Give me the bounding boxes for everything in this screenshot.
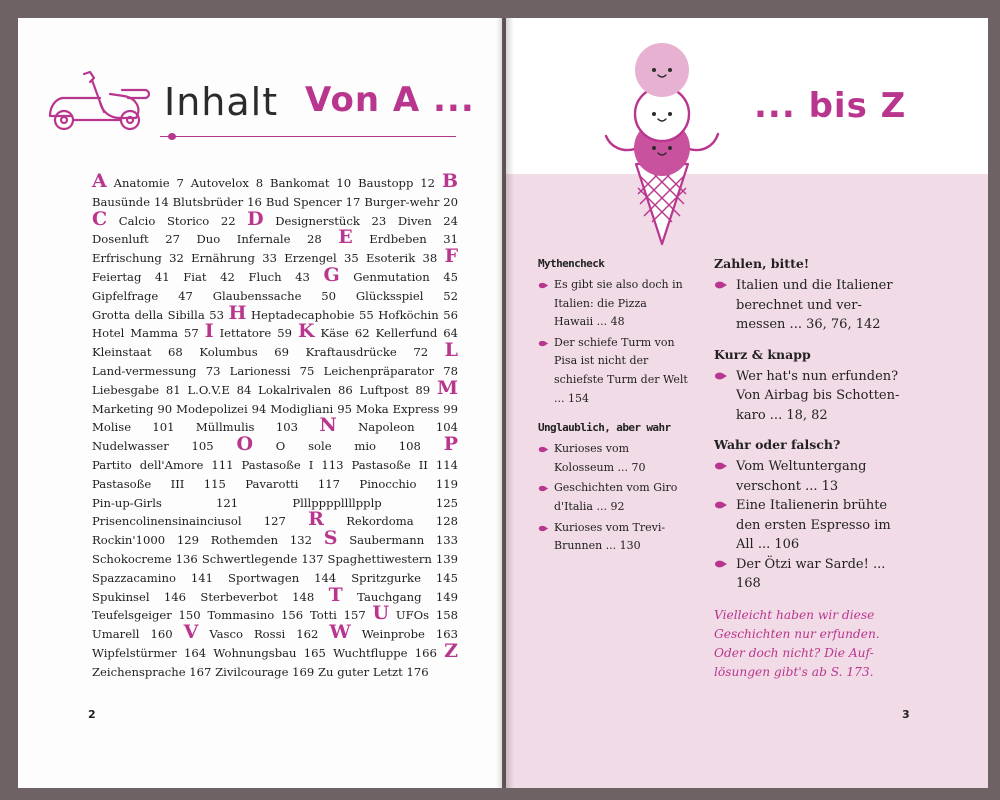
bullet-drop-icon <box>538 446 549 453</box>
list-item-text: Kurioses vom Kolosseum ... 70 <box>554 442 646 474</box>
list-item <box>538 519 688 556</box>
index-entry: Heptadecaphobie 55 <box>250 307 374 322</box>
index-entry: Genmutation 45 <box>353 269 459 284</box>
index-letter: O <box>236 433 253 456</box>
index-entry: Zeichensprache 167 <box>92 664 212 679</box>
index-entry: Weinprobe 163 <box>361 627 459 642</box>
index-entry: Sterbeverbot 148 <box>200 589 315 604</box>
bullet-drop-icon <box>538 485 549 492</box>
index-entry: Umarell 160 <box>92 627 173 642</box>
index-entry: Pinocchio 119 <box>359 476 458 491</box>
index-entry: Modepolizei 94 <box>176 401 267 416</box>
index-letter: C <box>92 207 108 230</box>
bullet-drop-icon <box>538 525 549 532</box>
index-entry: Rekordoma 128 <box>346 514 459 529</box>
index-entry: Zivilcourage 169 <box>215 664 315 679</box>
index-entry: Schokocreme 136 <box>92 551 198 566</box>
title-rule-dot <box>168 133 176 140</box>
index-entry: Pastasoße III 115 <box>92 476 226 491</box>
index-entry: Spritzgurke 145 <box>351 570 459 585</box>
index-entry: Grotta della Sibilla 53 <box>92 307 224 322</box>
book-gutter <box>496 18 514 788</box>
index-entry: Autovelox 8 <box>190 176 264 190</box>
index-letter: R <box>308 508 324 531</box>
index-letter: U <box>372 602 390 625</box>
index-entry: O sole mio 108 <box>275 439 421 454</box>
index-entry: Dosenluft 27 <box>92 232 180 247</box>
index-entry: Erfrischung 32 <box>92 251 184 266</box>
bullet-drop-icon <box>714 281 728 289</box>
index-entry: Designerstück 23 <box>275 213 387 228</box>
accent-title-bis-z: ... bis Z <box>754 86 907 126</box>
index-letter: W <box>329 621 351 644</box>
page-number-left: 2 <box>88 708 96 721</box>
section-heading: Kurz & knapp <box>714 346 811 362</box>
index-entry: Spukinsel 146 <box>92 589 187 604</box>
index-entry: Diven 24 <box>397 213 459 228</box>
index-letter: L <box>444 339 459 362</box>
list-item <box>714 457 900 496</box>
index-entry: Kraftausdrücke 72 <box>305 345 429 360</box>
section-list <box>714 367 900 426</box>
index-entry: Duo Infernale 28 <box>196 232 322 247</box>
index-entry: Fluch 43 <box>248 269 310 284</box>
index-entry: Tauchgang 149 <box>357 589 458 604</box>
index-entry: Bud Spencer 17 <box>265 194 361 209</box>
index-entry: Liebesgabe 81 <box>92 382 181 397</box>
index-entry: Tommasino 156 <box>207 608 304 623</box>
list-item-text: Kurioses vom Trevi-Brunnen ... 130 <box>554 520 666 553</box>
list-item <box>714 276 900 335</box>
section-list <box>714 276 900 335</box>
accent-title-von-a: Von A ... <box>305 80 475 120</box>
index-entry: Rockin'1000 129 <box>92 533 199 548</box>
index-entry: Baustopp 12 <box>358 176 436 190</box>
index-letter: B <box>441 170 458 192</box>
index-entry: Sportwagen 144 <box>228 570 337 585</box>
title-rule <box>160 136 456 137</box>
index-letter: S <box>323 527 338 550</box>
index-letter: G <box>323 263 340 286</box>
index-entry: Erdbeben 31 <box>369 232 458 247</box>
index-entry: Plllppppllllpplp 125 <box>292 495 459 510</box>
index-entry: Schwertlegende 137 <box>201 551 324 566</box>
index-entry: Rothemden 132 <box>210 533 312 548</box>
index-letter: V <box>183 621 199 644</box>
index-entry: Spaghettiwestern 139 <box>327 551 458 566</box>
list-item <box>538 440 688 477</box>
index-letter: H <box>228 301 247 324</box>
index-entry: Modigliani 95 <box>270 401 352 416</box>
section-list <box>714 457 900 594</box>
page-number-right: 3 <box>902 708 910 721</box>
index-entry: Prisencolinensinainciusol 127 <box>92 514 286 529</box>
list-item <box>538 276 688 332</box>
index-letter: A <box>92 170 107 192</box>
index-entry: Bausünde 14 <box>92 194 169 209</box>
section-heading: Unglaublich, aber wahr <box>538 421 671 435</box>
index-entry: Glücksspiel 52 <box>355 288 459 303</box>
index-entry: Leichenpräparator 78 <box>323 363 459 378</box>
list-item-text: Eine Italienerin brühte den ersten Espresso im All ... 106 <box>736 498 891 552</box>
index-entry: Hotel Mamma 57 <box>92 326 199 341</box>
index-entry: Marketing 90 <box>92 401 173 416</box>
list-item <box>714 367 900 426</box>
section-list <box>538 440 688 556</box>
index-letter: T <box>328 583 343 606</box>
index-entry: Esoterik 38 <box>366 251 438 266</box>
index-entry: Müllmulis 103 <box>195 420 298 435</box>
list-item <box>714 555 900 594</box>
list-item-text: Wer hat's nun erfunden? Von Airbag bis Schotten-karo ... 18, 82 <box>736 368 900 423</box>
index-entry: Saubermann 133 <box>349 533 459 548</box>
index-entry: Glaubenssache 50 <box>212 288 337 303</box>
index-letter: F <box>444 245 459 268</box>
section-heading: Mythencheck <box>538 257 605 270</box>
list-item-text: Vom Weltuntergang verschont ... 13 <box>736 459 867 494</box>
ice-cream-cone-icon <box>600 36 724 248</box>
index-entry: Land-vermessung 73 <box>92 363 221 378</box>
section-heading: Zahlen, bitte! <box>714 256 810 271</box>
closing-note: Vielleicht haben wir diese Geschichten nur erfunden. Oder doch nicht? Die Auf-lösungen gibt's ab S. 173. <box>714 607 880 680</box>
index-entry: Vasco Rossi 162 <box>209 627 319 642</box>
index-entry: Lokalrivalen 86 <box>258 382 353 397</box>
index-entry: Kleinstaat 68 <box>92 345 183 360</box>
index-entry: Luftpost 89 <box>359 382 431 397</box>
index-entry: Totti 157 <box>309 608 366 623</box>
index-letter: N <box>319 414 337 437</box>
index-entry: Kellerfund 64 <box>375 326 459 341</box>
index-entry: Iettatore 59 <box>219 326 293 341</box>
index-entry: Blutsbrüder 16 <box>172 194 262 209</box>
right-page-column-left <box>538 256 688 568</box>
index-entry: Molise 101 <box>92 420 175 435</box>
index-entry: Moka Express 99 <box>355 401 459 416</box>
index-entry: Calcio Storico 22 <box>118 213 236 228</box>
scooter-icon <box>44 68 156 136</box>
bullet-drop-icon <box>714 372 728 380</box>
page-title: Inhalt <box>164 80 279 124</box>
index-entry: Pavarotti 117 <box>245 476 340 491</box>
index-entry: UFOs 158 <box>395 608 459 623</box>
list-item-text: Geschichten vom Giro d'Italia ... 92 <box>554 481 678 513</box>
bullet-drop-icon <box>538 340 549 347</box>
section-heading: Wahr oder falsch? <box>714 437 841 452</box>
list-item-text: Der Ötzi war Sarde! ... 168 <box>736 556 886 591</box>
index-entry: Partito dell'Amore 111 <box>92 457 234 472</box>
index-letter: I <box>204 320 214 343</box>
index-letter: M <box>436 376 459 399</box>
index-entry: Nudelwasser 105 <box>92 439 214 454</box>
index-entry: Pin-up-Girls 121 <box>92 495 239 510</box>
index-letter: Z <box>444 639 459 662</box>
index-entry: Wohnungsbau 165 <box>213 645 326 660</box>
index-entry: Zu guter Letzt 176 <box>317 664 429 679</box>
list-item-text: Italien und die Italiener berechnet und ver-messen ... 36, 76, 142 <box>736 278 893 332</box>
index-letter: E <box>338 226 353 249</box>
index-entry: Käse 62 <box>320 326 370 341</box>
index-entry: Erzengel 35 <box>284 251 359 266</box>
index-entry: Burger-wehr 20 <box>364 194 459 209</box>
index-entry: Teufelsgeiger 150 <box>92 608 201 623</box>
index-entry: Wipfelstürmer 164 <box>92 645 207 660</box>
list-item-text: Der schiefe Turm von Pisa ist nicht der schiefste Turm der Welt ... 154 <box>554 335 688 405</box>
index-entry: Larionessi 75 <box>229 363 315 378</box>
index-entry: L.O.V.E 84 <box>187 382 252 397</box>
list-item <box>538 479 688 516</box>
index-entry: Spazzacamino 141 <box>92 570 214 585</box>
index-entry: Pastasoße II 114 <box>351 457 458 472</box>
index-entry: Gipfelfrage 47 <box>92 288 193 303</box>
index-entry: Hofköchin 56 <box>378 307 458 322</box>
index-letter: D <box>247 207 264 230</box>
index-entry: Pastasoße I 113 <box>241 457 344 472</box>
right-page-column-right <box>714 256 900 682</box>
index-entry: Feiertag 41 <box>92 269 170 284</box>
bullet-drop-icon <box>714 560 728 568</box>
index-entry: Bankomat 10 <box>270 176 352 190</box>
index-entry: Anatomie 7 <box>113 176 184 190</box>
alphabetical-index <box>92 170 459 682</box>
bullet-drop-icon <box>714 501 728 509</box>
list-item <box>538 334 688 408</box>
index-entry: Wuchtfluppe 166 <box>333 645 437 660</box>
index-entry: Ernährung 33 <box>191 251 277 266</box>
index-letter: P <box>443 433 459 456</box>
index-letter: K <box>298 320 315 343</box>
index-entry: Fiat 42 <box>183 269 235 284</box>
list-item <box>714 496 900 555</box>
list-item-text: Es gibt sie also doch in Italien: die Pizza Hawaii ... 48 <box>554 278 683 329</box>
index-entry: Kolumbus 69 <box>199 345 290 360</box>
bullet-drop-icon <box>714 462 728 470</box>
right-page-header-area <box>506 18 988 174</box>
index-entry: Napoleon 104 <box>358 420 459 435</box>
bullet-drop-icon <box>538 282 549 289</box>
section-list <box>538 276 688 408</box>
